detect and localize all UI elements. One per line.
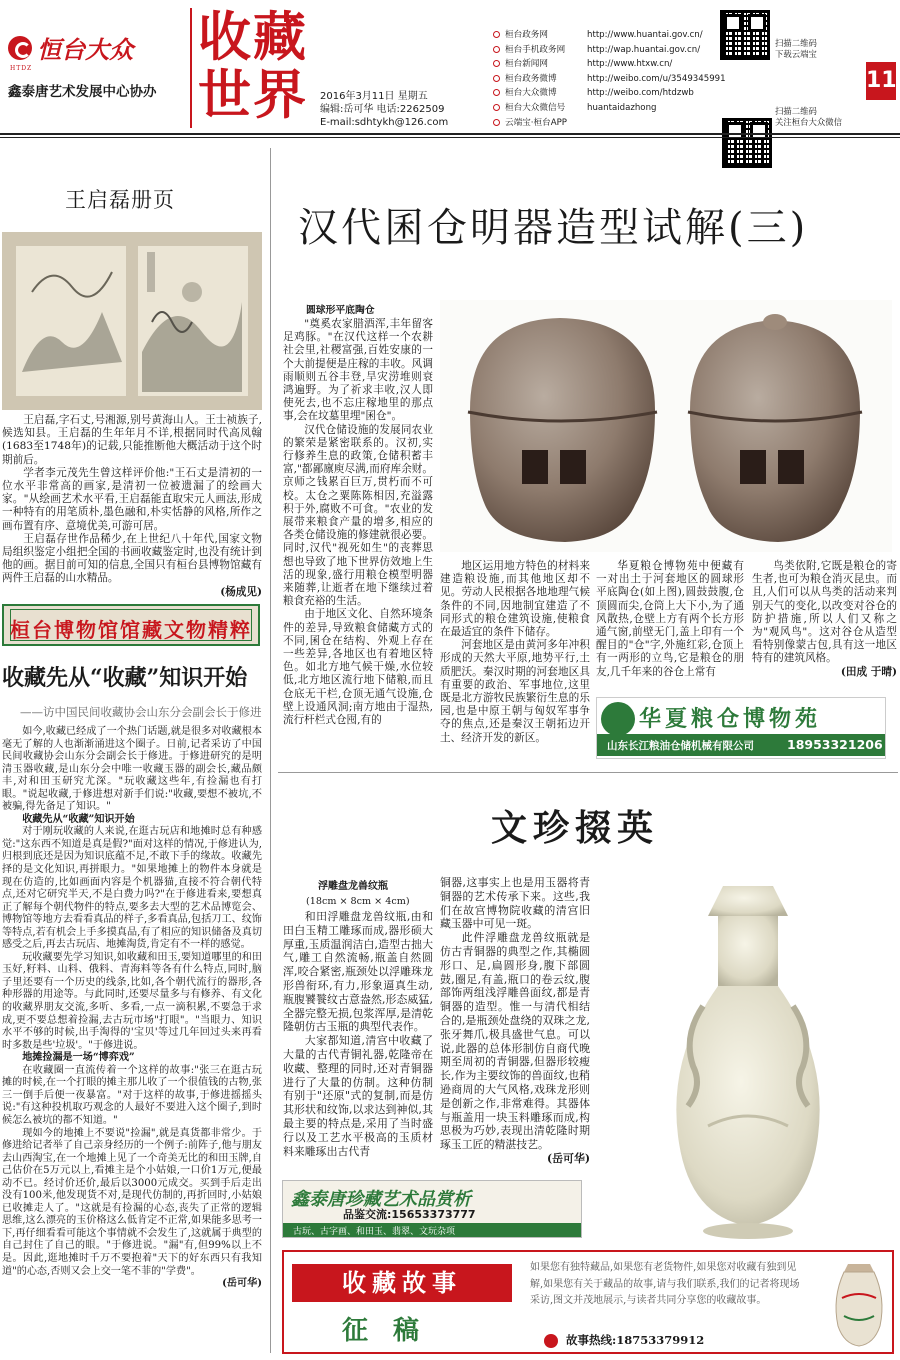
bullet-icon [493,60,500,67]
paper-logo [8,30,188,72]
page-number: 11 [866,62,896,100]
link-label: 桓台大众微信号 [505,102,566,113]
qr2-caption-line1: 扫描二维码 [775,106,817,116]
masthead-rule-thin [0,137,900,138]
section-title-2: 世界 [198,64,308,126]
left-article-2-subhead: 收藏先从“收藏”知识开始 [22,813,135,825]
main-article-col1 [283,318,433,727]
xintaitang-ad-title: 鑫泰唐珍藏艺术品赏析 [291,1189,471,1210]
link-url[interactable]: http://www.htxw.cn/ [587,59,673,70]
link-url[interactable]: http://weibo.com/u/3549345991 [587,73,726,84]
phone-icon [544,1334,558,1348]
jade-article-para: 铜器,这事实上也是用玉器将青铜器的艺术传承下来。这些,我们在故宫博物院收藏的清宫旧藏玉器中可见一斑。 [440,876,590,931]
story-ad-hotline-number: 18753379912 [616,1333,705,1347]
qr2-caption [775,106,842,128]
bullet-icon [493,89,500,96]
story-ad-title-1: 收藏故事 [292,1264,512,1302]
link-label: 桓台政务微博 [505,73,557,84]
xintaitang-ad-items: 古玩、古字画、和田玉、翡翠、文玩杂项 [293,1227,456,1237]
paper-sub: HTDZ [10,65,33,72]
left-article-2-subhead: 地摊捡漏是一场“博弈戏” [22,1052,135,1064]
jade-vase-illustration [598,876,898,1240]
jade-article-para: 此件浮雕盘龙兽纹瓶就是仿古青铜器的典型之作,其椭圆形口、足,扁圆形身,腹下部圆鼓,圈足,有盖,瓶口的卷云纹,腹部饰两组浅浮雕兽面纹,都是青铜器的造型。惟一与清代相结合的,是瓶颈处盘绕的双珠之龙,张牙舞爪,极具盛世气息。可以说,此器的总体形制仿自商代晚期至周初的青铜器,但器形较瘦长,作为主要纹饰的兽面纹,也稍逊商周的大气风格,戏珠龙形则是创新之作,非常难得。其器体与瓶盖用一块玉料雕琢而成,构思极为巧妙,表现出清乾隆时期琢玉工匠的精湛技艺。 [440,931,590,1152]
left-article-2-subtitle: ——访中国民间收藏协会山东分会副会长于修进 [20,705,262,719]
museum-banner-text: 桓台博物馆馆藏文物精粹 [10,618,252,642]
xintaitang-ad-contact: 品鉴交流:15653373777 [343,1208,476,1221]
left-article-2-para: 在收藏圈一直流传着一个这样的故事:"张三在逛古玩摊的时候,在一个打眼的摊主那儿收了一个很值钱的古物,张三一倒手后便一夜暴富。"对于这样的故事,于修进摇摇头说:"有这种投机取巧观念的人最好不要进入这个圈子,到时候怎么被坑的都不知道。" [2,1064,262,1126]
album-leaf-illustration [2,232,262,410]
link-url[interactable]: http://www.huantai.gov.cn/ [587,30,703,40]
left-article-2-byline: (岳可华) [222,1278,262,1290]
qr-code-app[interactable] [720,10,770,60]
main-article-para: 鸟类依附,它既是粮仓的寄生者,也可为粮仓消灭昆虫。而且,人们可以从鸟类的活动来判别天气的变化,以改变对谷仓的防护措施,所以人们又称之为"观风鸟"。这对谷仓从造型看特别像蒙古包,具有这一地区特有的建筑风格。 [752,560,897,665]
link-url[interactable]: huantaidazhong [587,102,657,113]
museum-ad-title: 华夏粮仓博物苑 [639,707,822,732]
story-ad-hotline [544,1332,704,1348]
bullet-icon [493,46,500,53]
link-row[interactable] [493,86,718,101]
main-article-para: 河套地区是由黄河多年冲积形成的天然大平原,地势平行,土质肥沃。秦汉时期的河套地区具有重要的政治、军事地位,这里既是北方游牧民族繁衍生息的乐园,也是中原王朝与匈奴军事争夺的焦点,还是秦汉王朝拓边开土、经济开发的新区。 [440,639,590,744]
editor-line: 编辑:岳可华 电话:2262509 [320,104,445,115]
pottery-granary-photo [440,300,892,552]
link-label: 云端宝·桓台APP [505,117,567,128]
link-row[interactable] [493,57,718,72]
jade-article-col1 [283,910,433,1158]
left-article-1-body [2,414,262,599]
museum-ad-phone: 18953321206 [787,737,883,752]
link-label: 桓台政务网 [505,30,548,40]
link-label: 桓台手机政务网 [505,44,566,55]
issue-date: 2016年3月11日 星期五 [320,91,428,102]
bullet-icon [493,119,500,126]
qr2-caption-line2: 关注桓台大众微信 [775,117,842,127]
column-divider [270,148,271,1353]
section-title-1: 收藏 [198,6,308,68]
masthead-divider [190,8,192,128]
jade-article-col2 [440,876,590,1166]
email-line: E-mail:sdhtykh@126.com [320,117,449,128]
main-article-para: 汉代仓储设施的发展同农业的繁荣是紧密联系的。汉初,实行修养生息的政策,仓储积蓄丰富,"都鄙廪庾尽满,而府库余财。京师之钱累百巨万,贯朽而不可校。太仓之粟陈陈相因,充溢露积于外,腐败不可食。"农业的发展带来粮食产量的增多,相应的各类仓储设施的修建就很必要。同时,汉代"视死如生"的丧葬思想也导致了地下世界仿效地上生活的现象,盛行用粮仓模型明器来随葬,让逝者在地下继续过着粮食充裕的生活。 [283,423,433,608]
sponsor-text: 鑫泰唐艺术发展中心协办 [8,84,157,100]
main-article-para: 华夏粮仓博物苑中便藏有一对出土于河套地区的圆球形平底陶仓(如上图),圆鼓鼓腹,仓顶圆而尖,仓筒上大下小,为了通风散热,仓壁上方有两个长方形通气窗,前壁无门,盖上印有一个醒目的"仓"字,外施红彩,仓顶上有一两形的立鸟,它是粮仓的朋友,几千年来的谷仓上常有 [596,560,744,678]
link-row[interactable] [493,72,726,87]
museum-banner [2,604,260,646]
link-label: 桓台新闻网 [505,59,548,70]
jade-article-para: 大家都知道,清宫中收藏了大量的古代青铜礼器,乾隆帝在收藏、整理的同时,还对青铜器进行了大量的仿制。这种仿制有别于"还原"式的复制,而是仿其形状和纹饰,以求达到神似,其最主要的特点是,采用了当时盛行以及工艺水平极高的玉质材料来雕琢出古代青 [283,1034,433,1158]
story-ad [282,1250,894,1354]
main-article-para: 地区运用地方特色的材料来建造粮设施,而其他地区却不见。劳动人民根据各地地理气候条件的不同,因地制宜建造了不同形式的粮仓建筑设施,使粮食在最适宜的条件下储存。 [440,560,590,639]
bullet-icon [493,75,500,82]
link-url[interactable]: http://weibo.com/htdzwb [587,88,694,99]
jade-vase-photo [598,876,898,1240]
museum-ad-logo-icon [601,702,635,736]
link-row[interactable] [493,28,718,43]
link-row[interactable] [493,101,718,116]
issue-info [320,90,448,129]
left-article-1-para: 王启磊,字石丈,号湘源,别号黄海山人。王士祯族子,候选知县。王启磊的生年年月不详,根据同时代高凤翰(1683至1748年)的记载,只能推断他大概活动于这个时期前后。 [2,414,262,466]
link-row[interactable] [493,116,718,131]
story-ad-hotline-label: 故事热线: [566,1333,617,1347]
museum-ad [596,697,886,759]
album-leaf-painting [2,232,262,410]
link-label: 桓台大众微博 [505,88,557,99]
main-article-byline: (田成 于晴) [840,665,897,678]
pottery-granary-illustration [440,300,892,552]
main-article-para: "奠奚农家腊酒浑,丰年留客足鸡豚。"在汉代这样一个农耕社会里,社稷富强,百姓安康的一个大前提便是庄稼的丰收。风调雨顺则五谷丰登,旱灾涝堆则衰鸿遍野。为了祈求丰收,汉人即使死去,也不忘庄稼地里的那点事,会在坟墓里埋"囷仓"。 [283,318,433,423]
bullet-icon [493,31,500,38]
xintaitang-ad [282,1180,582,1238]
main-article-col2 [440,560,590,745]
masthead-rule [0,133,900,135]
main-article-subhead: 圆球形平底陶仓 [306,305,375,316]
left-article-2-title: 收藏先从“收藏”知识开始 [2,665,248,691]
qr-code-wechat[interactable] [722,118,772,168]
porcelain-jar-illustration [830,1258,888,1350]
jade-article-para: 和田浮雕盘龙兽纹瓶,由和田白玉精工雕琢而成,器形硕大厚重,玉质温润洁白,造型古拙大气,雕工自然流畅,瓶盖自然圆浑,咬合紧密,瓶颈处以浮雕珠龙形兽衔环,有力,形象逼真生动,瓶腹饕餮纹古意盎然,形态威猛,全器完整无损,包浆浑厚,是清乾隆朝仿古玉瓶的典型代表作。 [283,910,433,1034]
main-article-para: 由于地区文化、自然环境条件的差异,导致粮食储藏方式的不同,囷仓在结构、外观上存在一些差异,各地区也有着地区特色。如北方地气候干燥,水位较低,北方地区流行地下储粮,而且仓底无干栏,仓顶无通气设施,仓壁上设通风洞;南方地由于湿热,流行杆栏式仓囤,有的 [283,608,433,727]
left-article-2-para: 现如今的地摊上不要说"捡漏",就是真货都非常少。于修进给记者举了自己亲身经历的一个例子:前阵子,他与朋友去山西淘宝,在一个地摊上见了一个奇美无比的和田玉牌,自己估价在5万元以上,看摊主是个小姑娘,一口价1万元,便最动不已。经讨价还价,最后以3000元成交。买到手后走出没有100米,他发现货不对,是现代仿制的,再折回时,小姑娘已收摊走人了。"这就是有捡漏的心态,丧失了正常的逻辑思维,这么漂亮的玉价格这么低肯定不正常,如果能多思考一下,再仔细看看可能这个事情就不会发生了,这就属于典型的自己封住了自己的眼。"于修进说。"漏"有,但99%以上不是。因此,逛地摊时千万不要抱着"天下的好东西只有我知道"的心态,否则又会上交一笔不菲的"学费"。 [2,1127,262,1277]
qr1-caption [775,38,817,60]
main-article-col4 [752,560,897,679]
story-ad-text: 如果您有独特藏品,如果您有老货物件,如果您对收藏有独到见解,如果您有关于藏品的故事,请与我们联系,我们的记者将现场采访,图文并茂地展示,与读者共同分享您的收藏故事。 [530,1262,800,1306]
qr1-caption-line2: 下载云端宝 [775,49,817,59]
main-article-title: 汉代囷仓明器造型试解(三) [298,205,809,251]
left-article-2-para: 如今,收藏已经成了一个热门话题,就是很多对收藏根本毫无了解的人也渐渐涌进这个圈子。日前,记者采访了中国民间收藏协会山东分会副会长于修进。于修进研究的是明清玉器收藏,是山东分会中唯一收藏玉器的副会长,藏品颇丰,对和田玉研究尤深。"玩收藏这些年,有捡漏也有打眼。"说起收藏,于修进想对新手们说:"收藏,要想不被坑,不被骗,得先备足了知识。" [2,726,262,813]
section-divider [278,772,898,773]
link-row[interactable] [493,43,718,58]
left-article-1-para: 王启磊存世作品稀少,在上世纪八十年代,国家文物局组织鉴定小组把全国的书画收藏鉴定时,也没有统计到他的画。据目前可知的信息,全国只有桓台县博物馆藏有两件王启磊的山水精品。 [2,532,262,585]
paper-logo-icon [8,36,32,60]
left-article-1-para: 学者李元茂先生曾这样评价他:"王石丈是清初的一位水平非常高的画家,是清初一位被遗漏了的绘画大家。"从绘画艺术水平看,王启磊能直取宋元人画法,形成一种特有的用笔质朴,墨色融和,朴实恬静的风格,所作之画布置有序、意境优美,可游可居。 [2,466,262,532]
left-article-2-body [2,726,262,1291]
jade-article-title: 文珍掇英 [491,807,660,849]
jade-caption: 浮雕盘龙兽纹瓶 [318,881,388,892]
main-article-col3 [596,560,744,679]
link-list [493,28,726,130]
paper-name: 恒台大众 [37,35,134,64]
jade-article-byline: (岳可华) [547,1151,590,1165]
left-article-2-para: 玩收藏要先学习知识,如收藏和田玉,要知道哪里的和田玉好,籽料、山料、俄料、青海料等各有什么特点,同时,脑子里还要有一个历史的线条,比如,各个朝代流行的器形,各种形器的用途等。与此同时,还要尽量多与有修养、有文化的收藏界朋友交流,多听、多看,一点一滴积累,不要急于求成,更不要总想着捡漏,去古玩市场"打眼"。"当眼力、知识水平不够的时候,出手淘得的'宝贝'等过几年回过头来再看时多数是些'垃圾'。"于修进说。 [2,951,262,1051]
museum-ad-company: 山东长江粮油仓储机械有限公司 [607,740,754,752]
jade-size: (18cm × 8cm × 4cm) [306,896,410,907]
qr1-caption-line1: 扫描二维码 [775,38,817,48]
bullet-icon [493,104,500,111]
story-ad-title-2: 征 稿 [342,1316,428,1346]
link-url[interactable]: http://wap.huantai.gov.cn/ [587,44,701,55]
left-article-1-title: 王启磊册页 [65,188,175,212]
left-article-2-para: 对于刚玩收藏的人来说,在逛古玩店和地摊时总有种感觉:"这东西不知道是真是假?"面对这样的情况,于修进认为,归根到底还是因为知识底蕴不足,不敢下手的缘故。收藏先择的是文化知识,再拼眼力。"如果地摊上的物件本身就是现在仿造的,比如画面内容是个机器猫,直接不符合朝代特点,还对它研究半天,不是白费力吗?"在于修进看来,要想真正了解每个朝代物件的特点,要多去大型的艺术品博览会、博物馆等地方去看看真品的样子,多看真品,包括刀工、纹饰等特点,若有机会上手多摸真品,有了相应的知识储备及真切感受之后,再去古玩店、地摊淘货,肯定有不一样的感觉。 [2,826,262,951]
left-article-1-byline: (杨成见) [220,585,262,598]
